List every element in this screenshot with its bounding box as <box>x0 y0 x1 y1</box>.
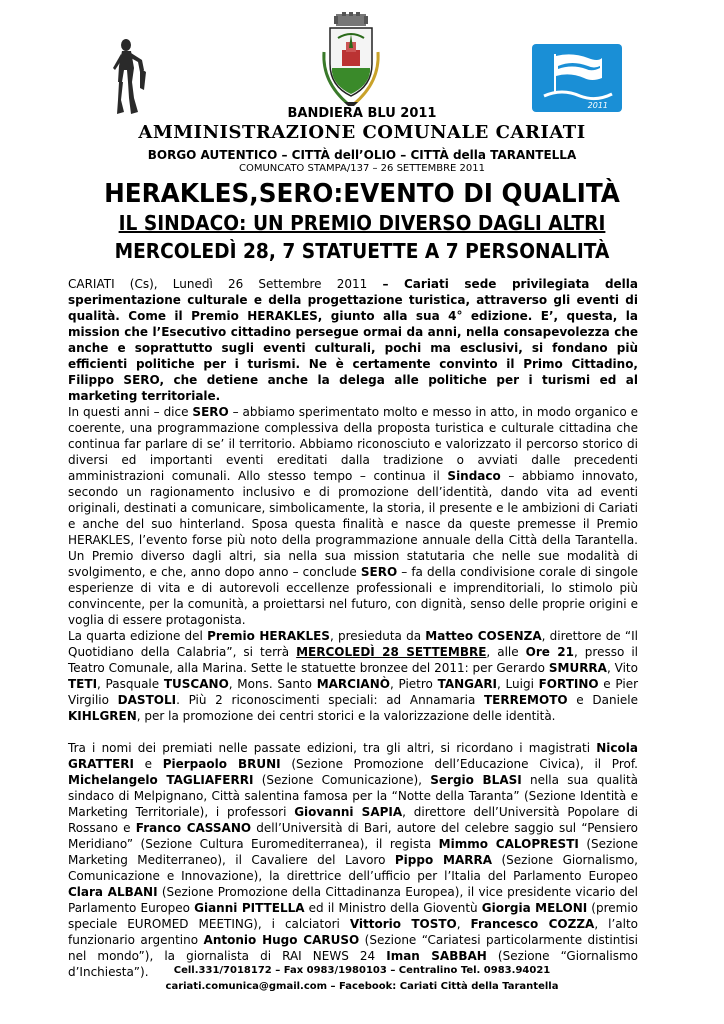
bold-name: Mimmo CALOPRESTI <box>438 837 579 851</box>
text-span: nella sua qualità sindaco di Melpignano, Città salentina famosa per la “Notte della Taranta” (Sezione Identità e Marketing Territoriale), i professori <box>68 773 639 819</box>
bold-name: Francesco COZZA <box>470 917 595 931</box>
bronze-statue-logo <box>104 38 152 116</box>
intro-dateline: CARIATI (Cs), Lunedì 26 Settembre 2011 <box>68 277 383 291</box>
blue-flag-logo <box>532 44 622 112</box>
bold-name: Nicola GRATTERI <box>68 741 638 771</box>
bold-name: Pierpaolo BRUNI <box>162 757 281 771</box>
text-span: , Vito <box>606 661 638 675</box>
bold-name: Iman SABBAH <box>386 949 487 963</box>
bold-name: TUSCANO <box>163 677 229 691</box>
bold-name: TERREMOTO <box>484 693 568 707</box>
text-span: (Sezione Marketing Mediterraneo), il Cavaliere del Lavoro <box>68 837 638 867</box>
bold-name: Michelangelo TAGLIAFERRI <box>68 773 254 787</box>
borgo-subheading: BORGO AUTENTICO – CITTÀ dell’OLIO – CITTÀ della TARANTELLA <box>147 148 577 162</box>
text-span: , Pietro <box>389 677 438 691</box>
bold-name: SERO <box>192 405 229 419</box>
press-release-label: COMUNCATO STAMPA/137 – 26 SETTEMBRE 2011 <box>239 163 485 174</box>
text-span: (Sezione “Cariatesi particolarmente distintisi nel mondo”), la giornalista di RAI NEWS 24 <box>68 933 638 963</box>
text-span: , presieduta da <box>329 629 426 643</box>
bold-name: KIHLGREN <box>68 709 137 723</box>
text-span: (Sezione Promozione dell’Educazione Civica), il Prof. <box>280 757 639 771</box>
bold-name: Giorgia MELONI <box>481 901 588 915</box>
subtitle-date: MERCOLEDÌ 28, 7 STATUETTE A 7 PERSONALITÀ <box>114 239 610 263</box>
text-span: e Pier Virgilio <box>68 677 639 707</box>
text-span: , Mons. Santo <box>228 677 317 691</box>
event-date: MERCOLEDÌ 28 SETTEMBRE <box>296 645 487 659</box>
text-span: dell’Università di Bari, autore del celebre saggio sul “Pensiero Meridiano” (Sezione Cultura Euromediterranea), il regista <box>68 821 638 851</box>
bold-name: Giovanni SAPIA <box>294 805 403 819</box>
bandiera-blu-heading: BANDIERA BLU 2011 <box>287 106 437 121</box>
bold-name: Clara ALBANI <box>68 885 158 899</box>
page-title: HERAKLES,SERO:EVENTO DI QUALITÀ <box>104 179 620 209</box>
bold-name: TETI <box>68 677 98 691</box>
administration-heading: AMMINISTRAZIONE COMUNALE CARIATI <box>138 122 586 143</box>
text-span: (Sezione “Giornalismo d’Inchiesta”). <box>68 949 638 979</box>
text-span: ed il Ministro della Gioventù <box>304 901 482 915</box>
text-span: , <box>456 917 471 931</box>
municipal-crest-logo <box>318 12 384 108</box>
text-span: – abbiamo innovato, secondo un ragionamento inclusivo e di promozione dell’identità, dando vita ad eventi originali, destinati a comunicare, simbolicamente, la storia, il presente e le ambizioni di Cariati e anche del suo hinterland. Sposa questa finalità e nasce da queste premesse il Premio HERAKLES, l’evento forse più noto della programmazione annuale della Città della Tarantella. Un Premio diverso dagli altri, sia nella sua mission statutaria che nelle sue modalità di svolgimento, e che, anno dopo anno – conclude <box>68 469 639 579</box>
footer-phone-line: Cell.331/7018172 – Fax 0983/1980103 – Centralino Tel. 0983.94021 <box>173 965 551 976</box>
paragraph-edition <box>68 628 638 724</box>
text-span: , presso il Teatro Comunale, alla Marina. Sette le statuette bronzee del 2011: per Gerardo <box>68 645 638 675</box>
text-span: – abbiamo sperimentato molto e messo in atto, in modo organico e coerente, una programmazione complessiva della proposta turistica e culturale cittadina che continua far parlare di se’ il territorio. Abbiamo riconosciuto e valorizzato il percorso storico di diversi ed importanti eventi ereditati dalla tradizione o avviati dalle precedenti amministrazioni comunali. Allo stesso tempo – continua il <box>68 405 638 483</box>
bold-name: MARCIANÒ <box>316 677 390 691</box>
text-span: . Più 2 riconoscimenti speciali: ad Annamaria <box>176 693 484 707</box>
paragraph-intro <box>68 276 638 404</box>
subtitle-mayor: IL SINDACO: UN PREMIO DIVERSO DAGLI ALTRI <box>118 211 606 235</box>
bold-name: Pippo MARRA <box>394 853 493 867</box>
paragraph-past-winners <box>68 740 638 980</box>
text-span: , Luigi <box>497 677 539 691</box>
bold-name: Sindaco <box>447 469 501 483</box>
text-span: Tra i nomi dei premiati nelle passate edizioni, tra gli altri, si ricordano i magistrati <box>68 741 597 755</box>
text-span: La quarta edizione del <box>68 629 208 643</box>
bold-name: DASTOLI <box>117 693 177 707</box>
text-span: , per la promozione dei centri storici e la valorizzazione delle identità. <box>136 709 556 723</box>
text-span: , l’alto funzionario argentino <box>68 917 638 947</box>
bold-name: Gianni PITTELLA <box>194 901 305 915</box>
bold-name: TANGARI <box>437 677 498 691</box>
footer-contacts <box>0 963 724 995</box>
text-span: (Sezione Comunicazione), <box>253 773 431 787</box>
bold-name: Premio HERAKLES <box>207 629 330 643</box>
text-span: , direttore dell’Università Popolare di Rossano e <box>68 805 639 835</box>
text-span: In questi anni – dice <box>68 405 193 419</box>
bold-name: Vittorio TOSTO <box>349 917 457 931</box>
text-span: e Daniele <box>567 693 638 707</box>
bold-name: SMURRA <box>548 661 607 675</box>
paragraph-quote <box>68 404 638 628</box>
flag-year-label: 2011 <box>587 101 608 110</box>
bold-name: SERO <box>360 565 398 579</box>
text-span: (premio speciale EUROMED MEETING), i calciatori <box>68 901 639 931</box>
bold-name: Sergio BLASI <box>430 773 522 787</box>
bold-name: Antonio Hugo CARUSO <box>203 933 360 947</box>
text-span: , direttore de “Il Quotidiano della Calabria”, si terrà <box>68 629 638 659</box>
text-span: – fa della condivisione corale di singole esperienze di vita e di autorevoli eccellenze professionali e imprenditoriali, lo stimolo più convincente, per la comunità, a proiettarsi nel futuro, con dignità, senso delle proprie origini e voglia di essere protagonista. <box>68 565 638 627</box>
event-time: Ore 21 <box>525 645 574 659</box>
text-span: (Sezione Giornalismo, Comunicazione e Innovazione), la direttrice dell’ufficio per l’Italia del Parlamento Europeo <box>68 853 638 883</box>
text-span: (Sezione Promozione della Cittadinanza Europea), il vice presidente vicario del Parlamento Europeo <box>68 885 638 915</box>
intro-bold-text: – Cariati sede privilegiata della sperimentazione culturale e della progettazione turistica, attraverso gli eventi di qualità. Come il Premio HERAKLES, giunto alla sua 4° edizione. E’, questa, la mission che l’Esecutivo cittadino persegue ormai da anni, nella consapevolezza che anche e soprattutto sugli eventi culturali, pochi ma esclusivi, si fondano più efficienti politiche per i turismi. Ne è certamente convinto il Primo Cittadino, Filippo SERO, che detiene anche la delega alle politiche per i turismi ed al marketing territoriale. <box>68 277 638 403</box>
text-span: , alle <box>486 645 526 659</box>
bold-name: Matteo COSENZA <box>425 629 542 643</box>
bold-name: FORTINO <box>538 677 599 691</box>
text-span: , Pasquale <box>97 677 164 691</box>
bold-name: Franco CASSANO <box>135 821 252 835</box>
footer-email-line[interactable]: cariati.comunica@gmail.com – Facebook: Cariati Città della Tarantella <box>165 981 559 992</box>
text-span: e <box>134 757 163 771</box>
